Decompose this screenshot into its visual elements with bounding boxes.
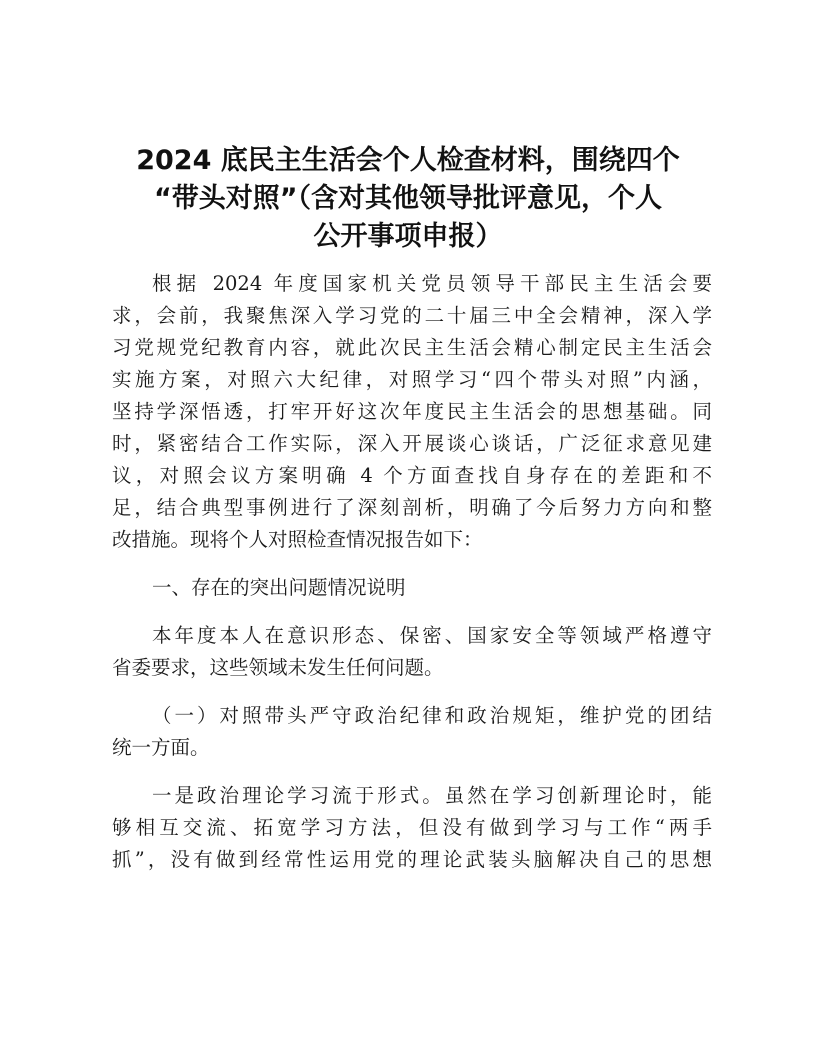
paragraph-line: 实施方案，对照六大纪律，对照学习“四个带头对照”内涵， [112,368,712,391]
title-line-1: 2024 底民主生活会个人检查材料，围绕四个 [136,145,680,176]
paragraph-line: 时，紧密结合工作实际，深入开展谈心谈话，广泛征求意见建 [112,432,712,455]
paragraph-line: 根据 2024 年度国家机关党员领导干部民主生活会要 [152,272,712,295]
paragraph-statement [112,620,712,684]
paragraph-line: 一是政治理论学习流于形式。虽然在学习创新理论时，能 [152,784,712,807]
document-body [112,268,712,876]
paragraph-line: 改措施。现将个人对照检查情况报告如下： [112,528,483,551]
paragraph-gap [112,556,712,572]
paragraph-gap [112,764,712,780]
paragraph-line: 习党规党纪教育内容，就此次民主生活会精心制定民主生活会 [112,336,712,359]
document-title [108,142,708,256]
paragraph-line: 求，会前，我聚焦深入学习党的二十届三中全会精神，深入学 [112,304,712,327]
paragraph-line: 坚持学深悟透，打牢开好这次年度民主生活会的思想基础。同 [112,400,712,423]
paragraph-line: 够相互交流、拓宽学习方法，但没有做到学习与工作“两手 [112,816,712,839]
paragraph-line: 抓”，没有做到经常性运用党的理论武装头脑解决自己的思想 [112,848,712,871]
subsection-heading [112,700,712,764]
section-heading [112,572,712,604]
paragraph-gap [112,684,712,700]
title-line-2: “带头对照”（含对其他领导批评意见，个人 [154,183,662,214]
paragraph-intro [112,268,712,556]
paragraph-line: （一）对照带头严守政治纪律和政治规矩，维护党的团结 [152,704,712,727]
paragraph-line: 省委要求，这些领域未发生任何问题。 [112,656,444,679]
paragraph-line: 统一方面。 [112,736,210,759]
title-line-3: 公开事项申报） [313,221,503,252]
paragraph-line: 足，结合典型事例进行了深刻剖析，明确了今后努力方向和整 [112,496,712,519]
paragraph-gap [112,604,712,620]
section-heading-text: 一、存在的突出问题情况说明 [152,576,406,599]
paragraph-line: 本年度本人在意识形态、保密、国家安全等领域严格遵守 [152,624,712,647]
paragraph-line: 议，对照会议方案明确 4 个方面查找自身存在的差距和不 [112,464,712,487]
paragraph-point-one [112,780,712,876]
